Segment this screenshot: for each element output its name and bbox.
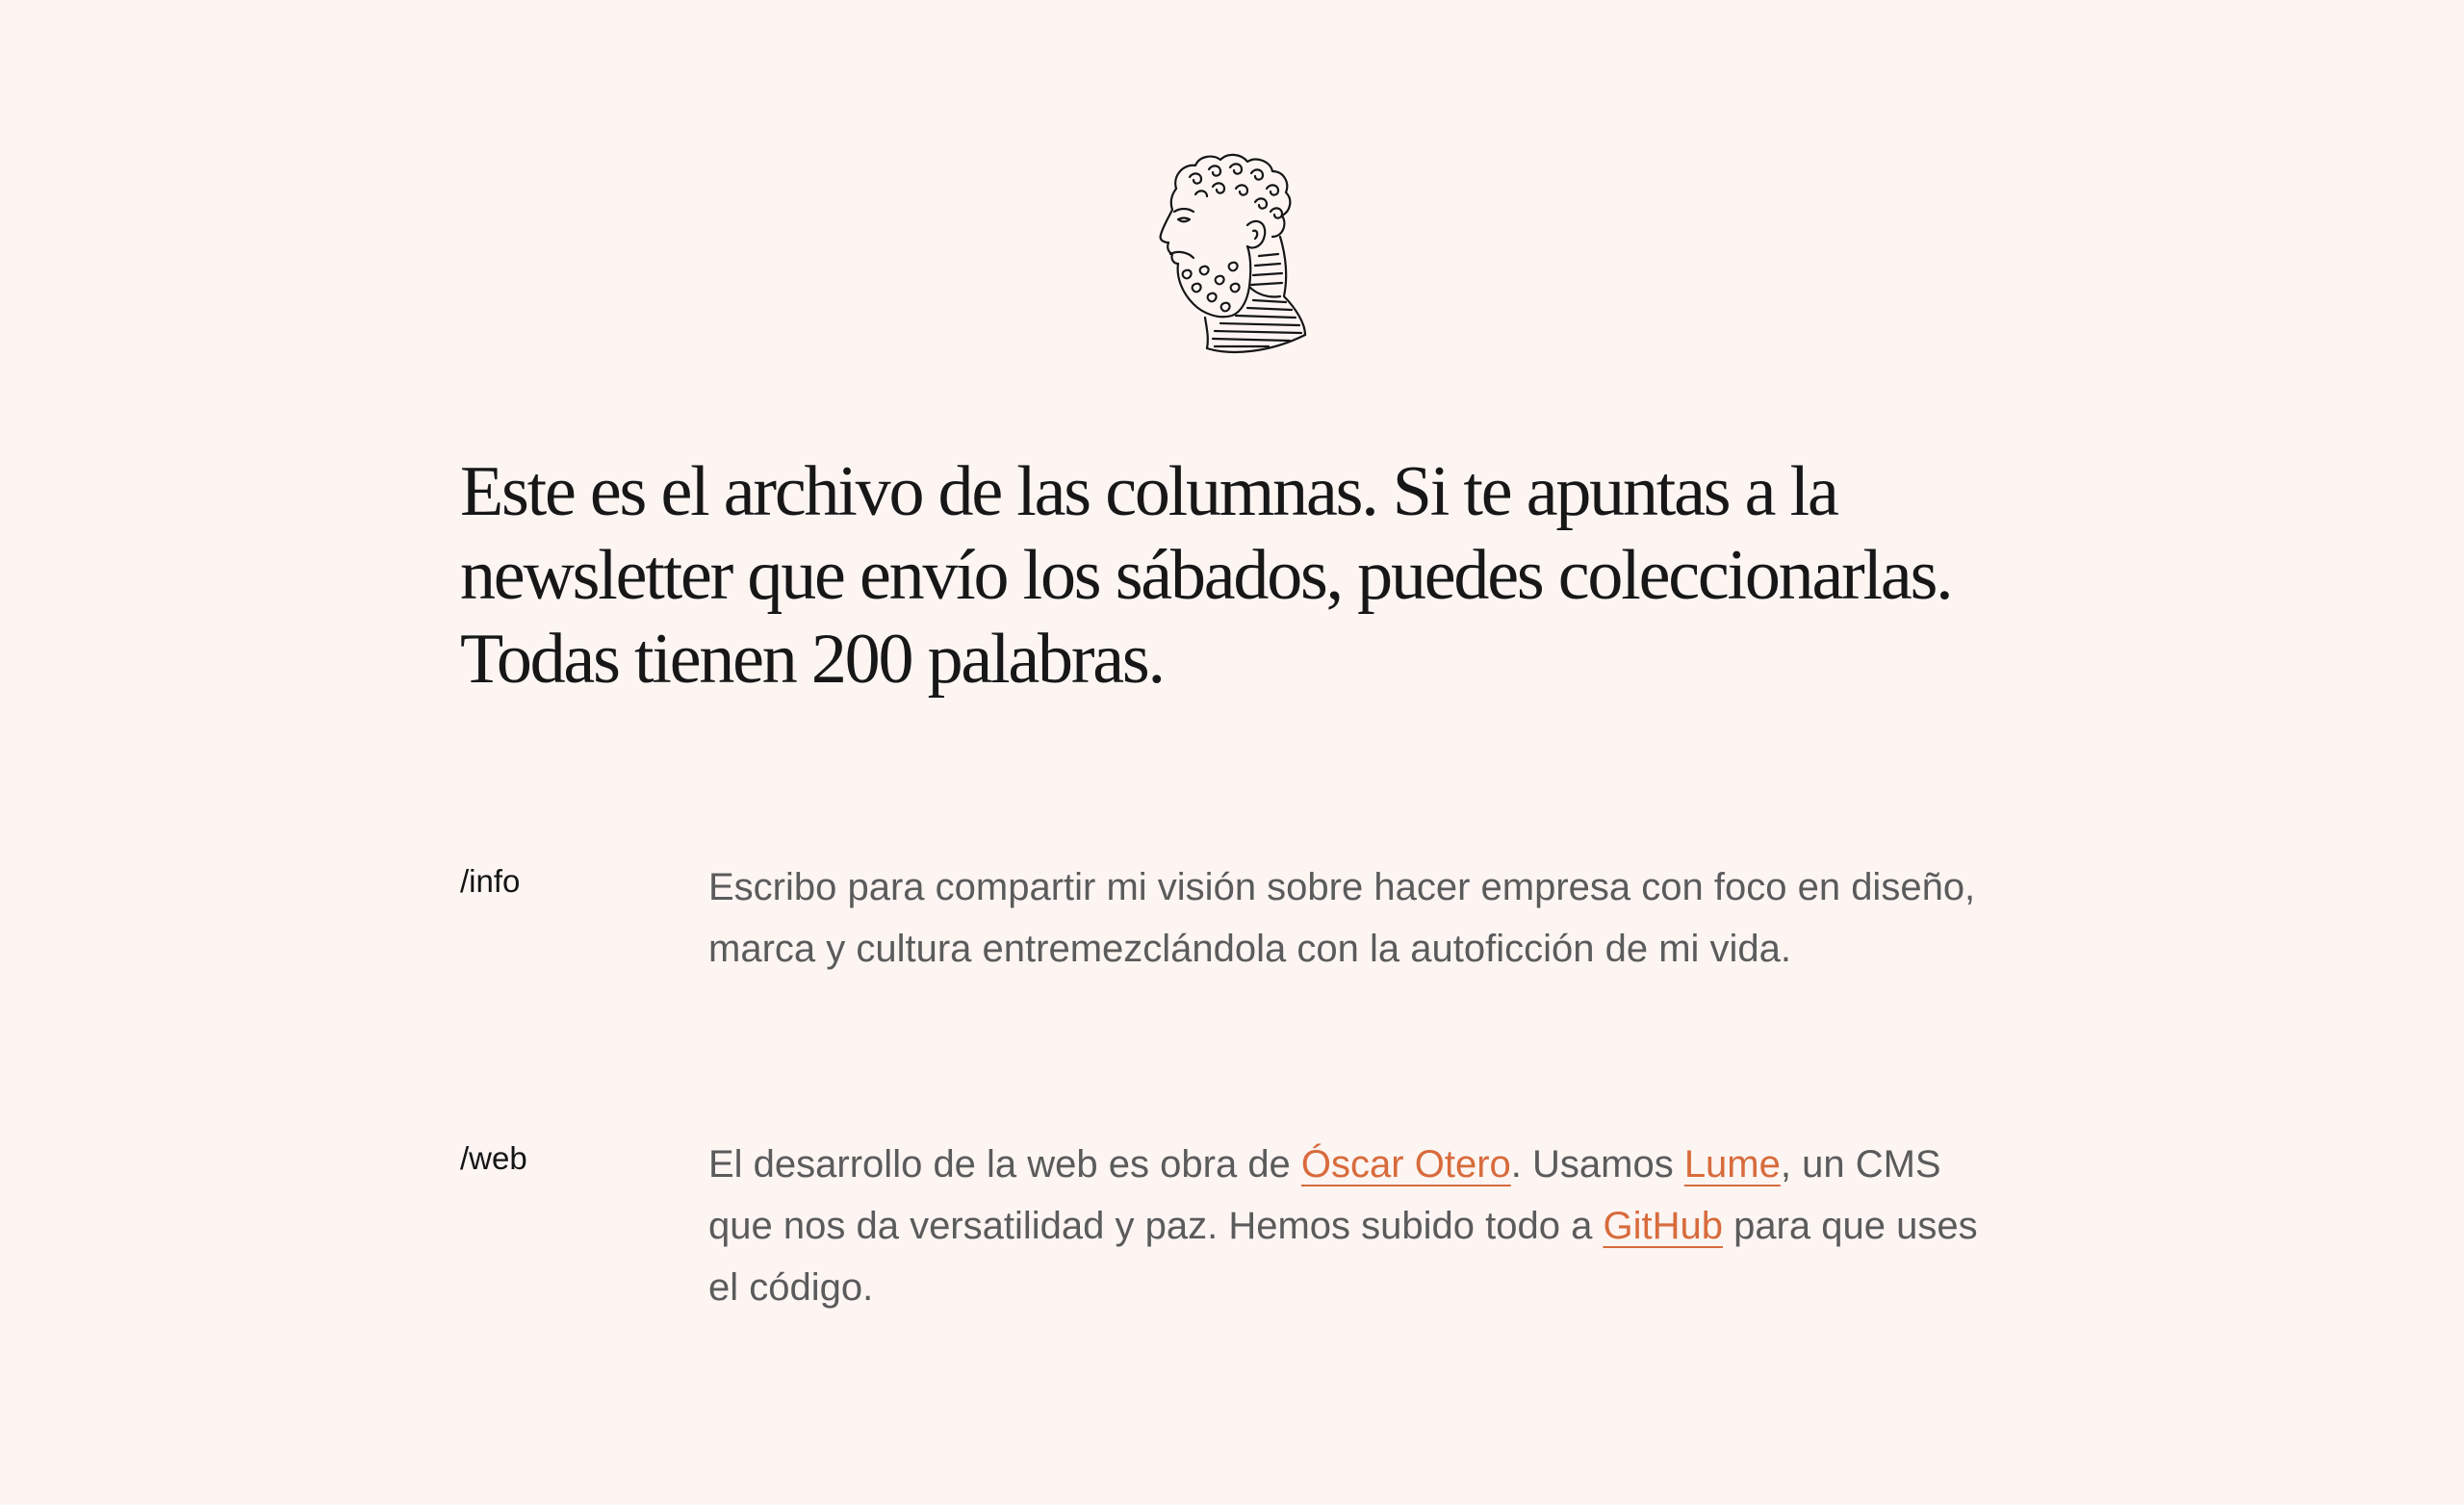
web-text-part-4: para que uses el código. (708, 1205, 1978, 1309)
web-text-part-2: . Usamos (1510, 1143, 1684, 1186)
info-label: /info (460, 863, 521, 899)
info-description: Escribo para compartir mi visión sobre hacer empresa con foco en diseño, marca y cultura entremezclándola con la autoficción de mi vida. (708, 866, 1976, 970)
intro-heading: Este es el archivo de las columnas. Si te apuntas a la newsletter que envío los sábados, puedes coleccionarlas. Todas tienen 200 palabras. (460, 452, 1952, 699)
web-text-part-1: El desarrollo de la web es obra de (708, 1143, 1301, 1186)
lume-link[interactable]: Lume (1683, 1143, 1781, 1186)
web-label: /web (460, 1140, 527, 1176)
classical-bust-portrait-icon (1155, 150, 1309, 356)
oscar-otero-link[interactable]: Óscar Otero (1300, 1143, 1511, 1186)
web-text-part-3: , un CMS que nos da versatilidad y paz. Hemos subido todo a (708, 1143, 1941, 1247)
github-link[interactable]: GitHub (1603, 1205, 1723, 1247)
web-description (708, 1134, 1979, 1318)
